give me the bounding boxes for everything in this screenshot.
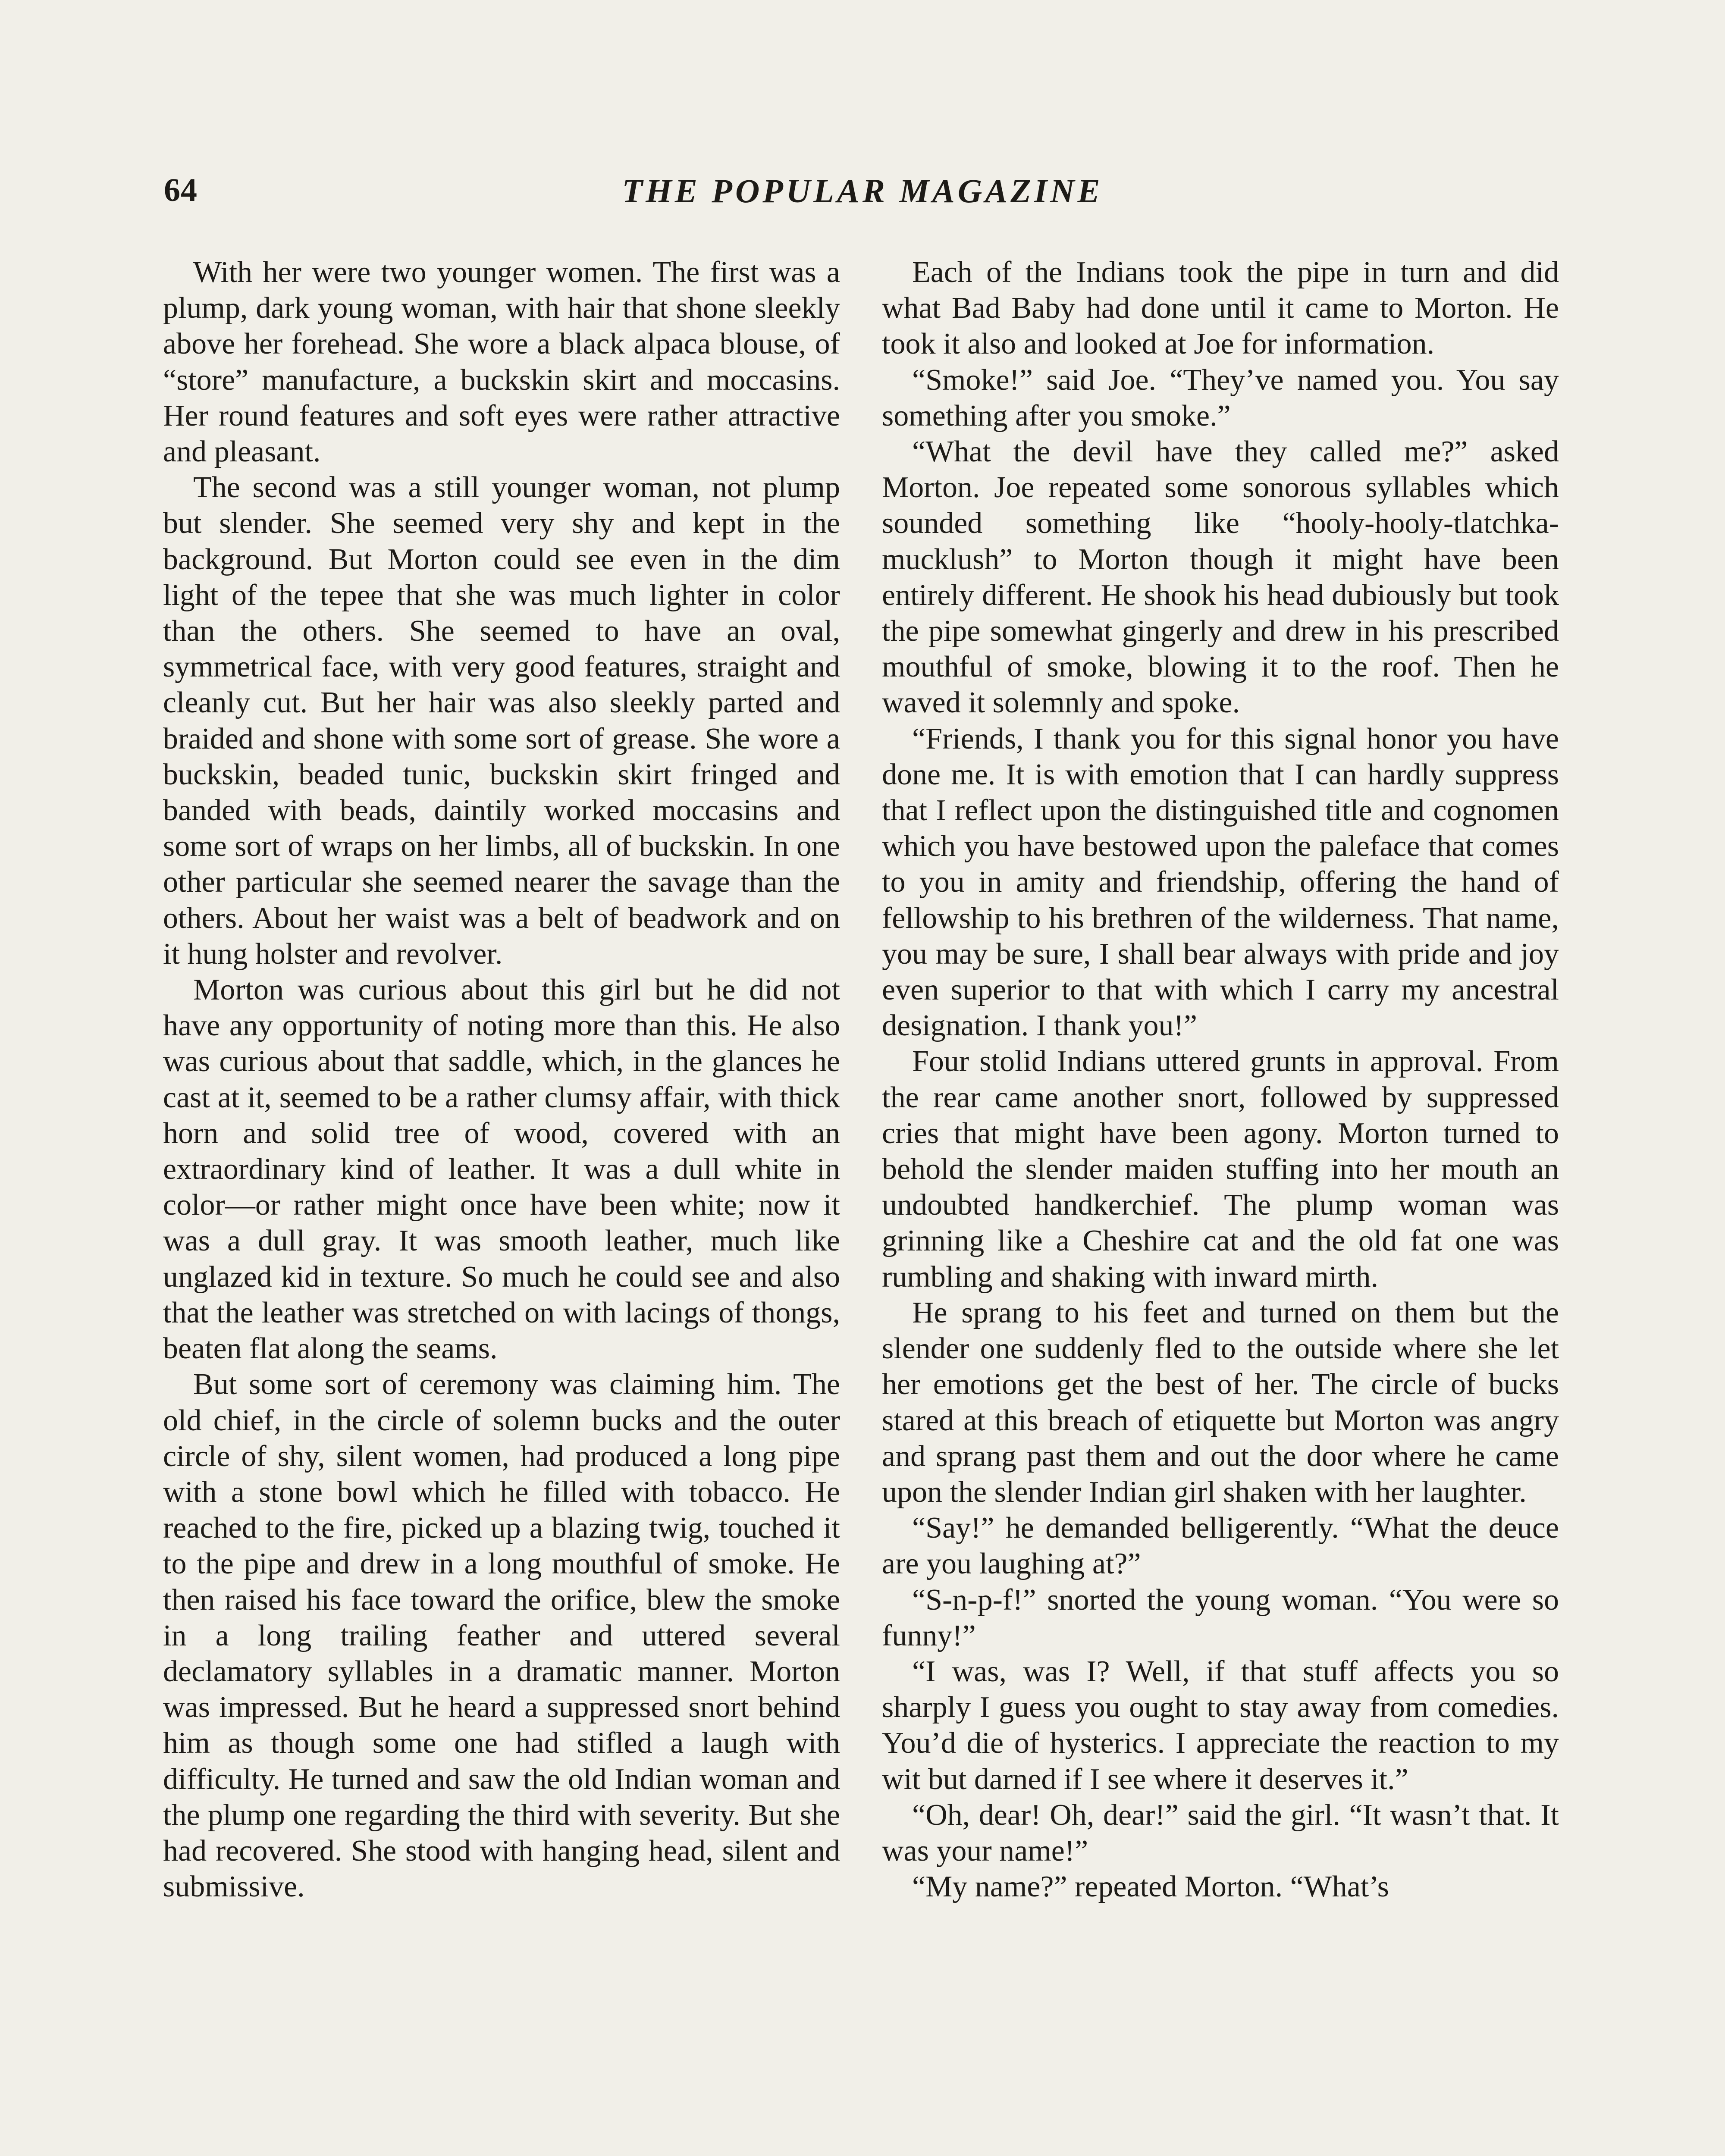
- paragraph: “I was, was I? Well, if that stuff affects you so sharply I guess you ought to stay away from comedies. You’d die of hysterics. I appreciate the reaction to my wit but darned if I see where it deserves it.”: [882, 1655, 1559, 1796]
- left-column: [163, 254, 840, 1905]
- running-title: THE POPULAR MAGAZINE: [622, 172, 1103, 210]
- paragraph: Morton was curious about this girl but he did not have any opportunity of noting more than this. He also was curious about that saddle, which, in the glances he cast at it, seemed to be a rather clumsy affair, with thick horn and solid tree of wood, covered with an extraordinary kind of leather. It was a dull white in color—or rather might once have been white; now it was a dull gray. It was smooth leather, much like unglazed kid in texture. So much he could see and also that the leather was stretched on with lacings of thongs, beaten flat along the seams.: [163, 973, 840, 1366]
- paragraph: But some sort of ceremony was claiming him. The old chief, in the circle of solemn bucks and the outer circle of shy, silent women, had produced a long pipe with a stone bowl which he filled with tobacco. He reached to the fire, picked up a blazing twig, touched it to the pipe and drew in a long mouthful of smoke. He then raised his face toward the orifice, blew the smoke in a long trailing feather and uttered several declamatory syllables in a dramatic manner. Morton was impressed. But he heard a suppressed snort behind him as though some one had stifled a laugh with difficulty. He turned and saw the old Indian woman and the plump one regarding the third with severity. But she had recovered. She stood with hanging head, silent and submissive.: [163, 1368, 840, 1904]
- paragraph: With her were two younger women. The first was a plump, dark young woman, with hair that shone sleekly above her forehead. She wore a black alpaca blouse, of “store” manufacture, a buckskin skirt and moccasins. Her round features and soft eyes were rather attractive and pleasant.: [163, 256, 840, 469]
- paragraph: “Smoke!” said Joe. “They’ve named you. You say something after you smoke.”: [882, 363, 1559, 432]
- paragraph: He sprang to his feet and turned on them but the slender one suddenly fled to the outside where she let her emotions get the best of her. The circle of bucks stared at this breach of etiquette but Morton was angry and sprang past them and out the door where he came upon the slender Indian girl shaken with her laughter.: [882, 1296, 1559, 1509]
- paragraph: “Friends, I thank you for this signal honor you have done me. It is with emotion that I can hardly suppress that I reflect upon the distinguished title and cognomen which you have bestowed upon the paleface that comes to you in amity and friendship, offering the hand of fellowship to his brethren of the wilderness. That name, you may be sure, I shall bear always with pride and joy even superior to that with which I carry my ancestral designation. I thank you!”: [882, 722, 1559, 1043]
- paragraph: The second was a still younger woman, not plump but slender. She seemed very shy and kept in the background. But Morton could see even in the dim light of the tepee that she was much lighter in color than the others. She seemed to have an oval, symmetrical face, with very good features, straight and cleanly cut. But her hair was also sleekly parted and braided and shone with some sort of grease. She wore a buckskin, beaded tunic, buckskin skirt fringed and banded with beads, daintily worked moccasins and some sort of wraps on her limbs, all of buckskin. In one other particular she seemed nearer the savage than the others. About her waist was a belt of beadwork and on it hung holster and revolver.: [163, 471, 840, 971]
- page-number: 64: [164, 172, 198, 208]
- paragraph: “S-n-p-f!” snorted the young woman. “You were so funny!”: [882, 1583, 1559, 1652]
- paragraph: “My name?” repeated Morton. “What’s: [912, 1870, 1389, 1904]
- paragraph: “Say!” he demanded belligerently. “What the deuce are you laughing at?”: [882, 1511, 1559, 1581]
- paragraph: “What the devil have they called me?” asked Morton. Joe repeated some sonorous syllables which sounded something like “hooly-hooly-tlatchka-mucklush” to Morton though it might have been entirely different. He shook his head dubiously but took the pipe somewhat gingerly and drew in his prescribed mouthful of smoke, blowing it to the roof. Then he waved it solemnly and spoke.: [882, 435, 1559, 720]
- paragraph: Each of the Indians took the pipe in turn and did what Bad Baby had done until it came to Morton. He took it also and looked at Joe for information.: [882, 256, 1559, 361]
- page-header: [164, 172, 1561, 223]
- paragraph: Four stolid Indians uttered grunts in approval. From the rear came another snort, followed by suppressed cries that might have been agony. Morton turned to behold the slender maiden stuffing into her mouth an undoubted handkerchief. The plump woman was grinning like a Cheshire cat and the old fat one was rumbling and shaking with inward mirth.: [882, 1045, 1559, 1294]
- paragraph: “Oh, dear! Oh, dear!” said the girl. “It wasn’t that. It was your name!”: [882, 1798, 1559, 1868]
- right-column: [882, 254, 1559, 1905]
